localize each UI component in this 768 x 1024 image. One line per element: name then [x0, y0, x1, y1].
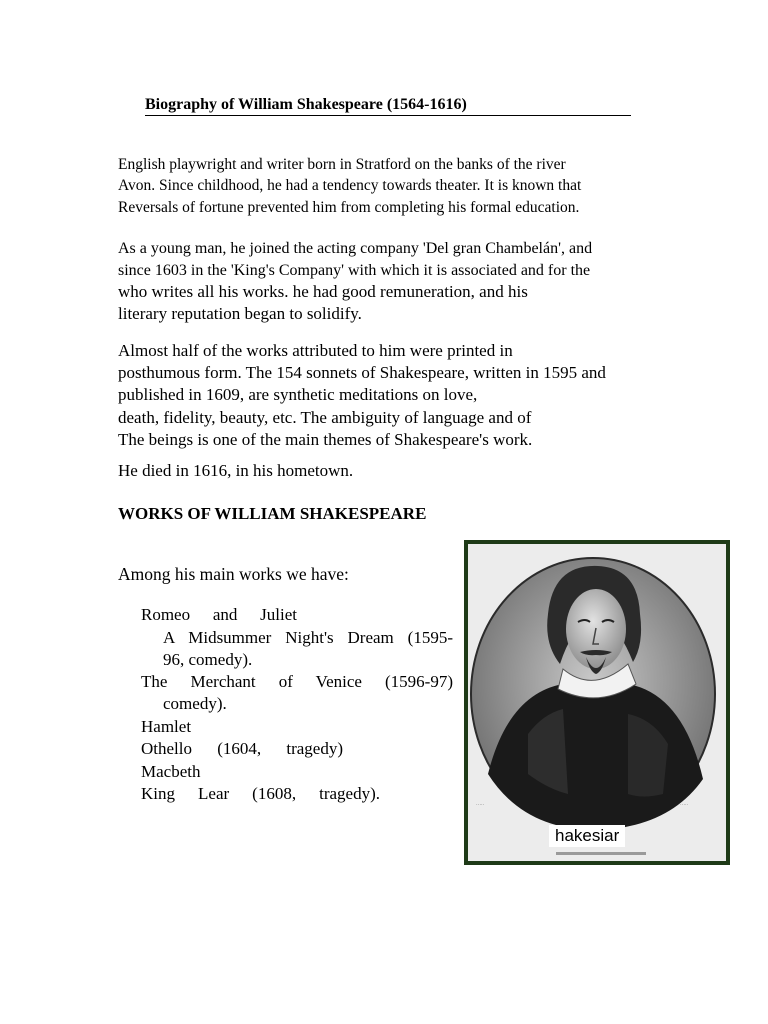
work-line: comedy).	[163, 694, 227, 713]
works-list	[141, 604, 453, 806]
paragraph-line: published in 1609, are synthetic meditations on love,	[118, 385, 478, 405]
work-item-hamlet	[141, 716, 453, 738]
paragraph-line: Almost half of the works attributed to him were printed in	[118, 341, 513, 360]
works-intro: Among his main works we have:	[118, 564, 349, 584]
paragraph-line: since 1603 in the 'King's Company' with which it is associated and for the	[118, 261, 591, 279]
svg-text:·····: ·····	[680, 803, 689, 808]
work-line: A Midsummer Night's Dream (1595-	[163, 627, 453, 647]
work-line: Romeo and Juliet	[141, 605, 297, 624]
work-item-othello	[141, 738, 343, 760]
work-item-merchant-of-venice	[141, 671, 453, 715]
paragraph-3	[118, 340, 606, 451]
work-line: Hamlet	[141, 716, 192, 736]
work-item-midsummer-nights-dream	[141, 627, 453, 671]
work-line: 96, comedy).	[163, 649, 253, 669]
paragraph-line: literary reputation began to solidify.	[118, 303, 362, 323]
svg-text:·····: ·····	[476, 803, 485, 808]
shakespeare-engraving-portrait-icon	[468, 544, 726, 861]
shakespeare-portrait	[464, 540, 730, 865]
paragraph-line: death, fidelity, beauty, etc. The ambiguity of language and of	[118, 407, 532, 427]
work-line: The Merchant of Venice (1596-97)	[141, 672, 453, 691]
portrait-caption: hakesiar	[549, 825, 625, 847]
work-item-king-lear	[141, 783, 380, 805]
paragraph-line: He died in 1616, in his hometown.	[118, 461, 354, 480]
paragraph-1	[118, 154, 581, 218]
paragraph-line: The beings is one of the main themes of Shakespeare's work.	[118, 429, 533, 449]
work-line: King Lear (1608, tragedy).	[141, 784, 380, 803]
works-heading: WORKS OF WILLIAM SHAKESPEARE	[118, 504, 427, 523]
page-title: Biography of William Shakespeare (1564-1616)	[145, 95, 631, 116]
paragraph-line: English playwright and writer born in Stratford on the banks of the river	[118, 156, 566, 173]
paragraph-line: posthumous form. The 154 sonnets of Shakespeare, written in 1595 and	[118, 363, 606, 383]
paragraph-line: who writes all his works. he had good remuneration, and his	[118, 282, 528, 301]
work-line: Macbeth	[141, 761, 201, 781]
paragraph-line: Avon. Since childhood, he had a tendency towards theater. It is known that	[118, 177, 582, 195]
paragraph-2	[118, 238, 592, 324]
paragraph-4	[118, 460, 353, 482]
work-item-macbeth	[141, 761, 453, 783]
work-line: Othello (1604, tragedy)	[141, 739, 343, 758]
paragraph-line: As a young man, he joined the acting company 'Del gran Chambelán', and	[118, 240, 593, 257]
paragraph-line: Reversals of fortune prevented him from completing his formal education.	[118, 198, 580, 216]
work-item-romeo-and-juliet	[141, 604, 297, 626]
